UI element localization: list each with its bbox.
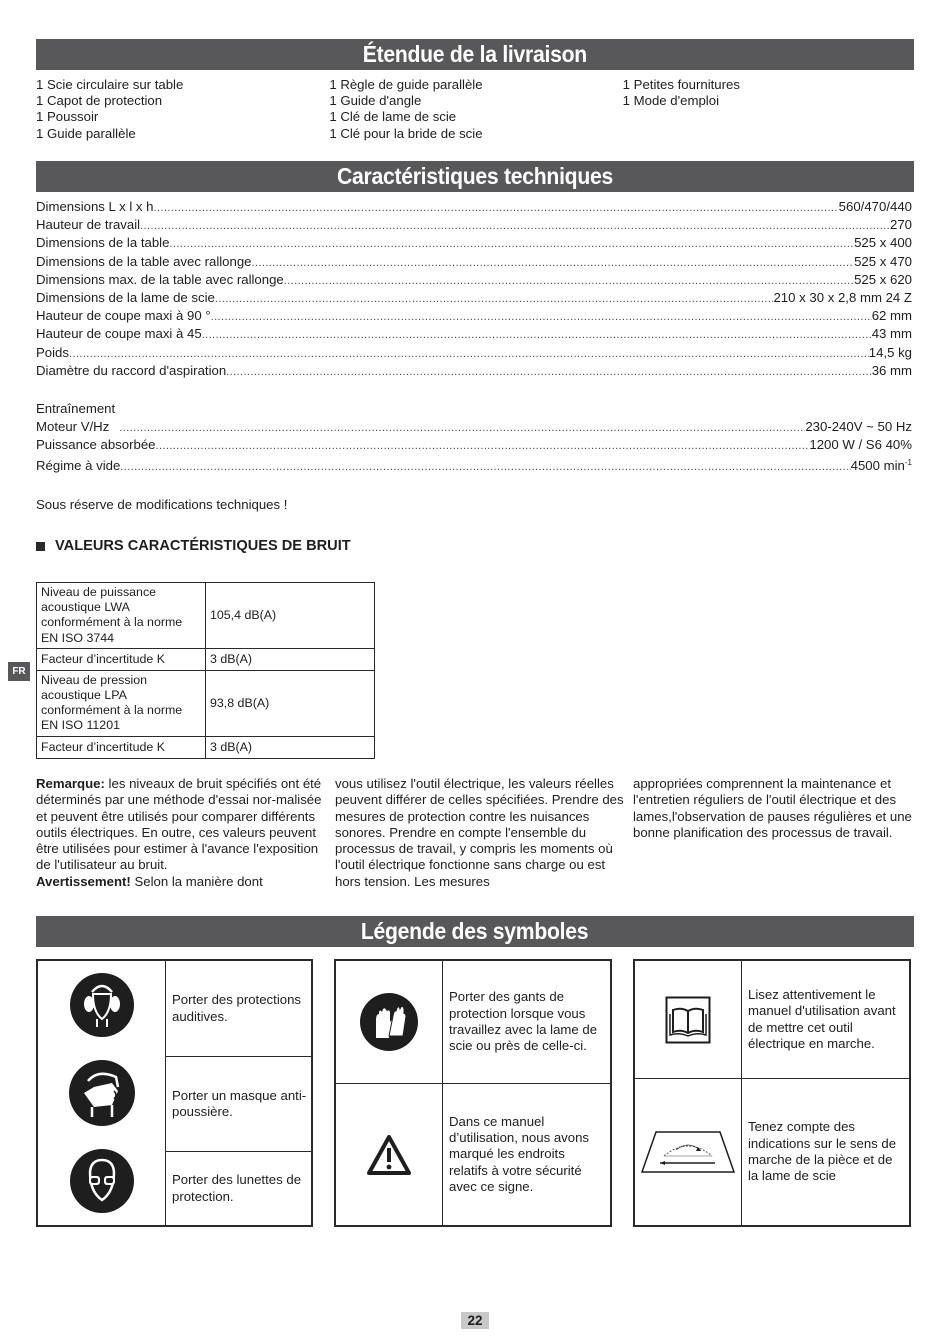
symbol-icon-cell — [38, 1049, 165, 1137]
spec-row — [36, 362, 912, 380]
delivery-column-1 — [36, 77, 329, 142]
icon-column — [38, 961, 166, 1225]
ear-protection-icon — [69, 972, 135, 1038]
section-title: Caractéristiques techniques — [337, 163, 613, 189]
leader-dots — [202, 326, 872, 343]
symbol-icon-cell — [336, 1084, 442, 1225]
section-banner-delivery — [36, 39, 914, 70]
text-column — [443, 961, 610, 1225]
delivery-item: 1 Petites fournitures — [622, 77, 740, 92]
leader-dots — [284, 272, 854, 289]
spec-row — [36, 454, 912, 472]
warning-text: Selon la manière dont — [130, 873, 263, 889]
table-row — [37, 583, 375, 649]
delivery-item: 1 Guide d'angle — [329, 93, 422, 109]
symbol-description: Porter un masque anti-poussière. — [166, 1057, 311, 1152]
delivery-item: 1 Capot de protection — [36, 93, 163, 109]
spec-label: Puissance absorbée — [36, 437, 156, 453]
table-row — [37, 670, 375, 736]
leader-dots — [211, 308, 872, 325]
spec-label: Dimensions L x l x h — [36, 199, 154, 214]
spec-row — [36, 216, 912, 234]
noise-value: 3 dB(A) — [206, 648, 375, 670]
spec-row — [36, 234, 912, 252]
spec-value-text: 4500 min — [850, 458, 905, 473]
symbol-icon-cell — [38, 961, 165, 1049]
delivery-item: 1 Guide parallèle — [36, 125, 136, 141]
leader-dots — [140, 217, 890, 234]
leader-dots — [156, 437, 810, 454]
spec-value: 1200 W / S6 40% — [809, 437, 912, 453]
spec-row — [36, 325, 912, 343]
spec-value: 43 mm — [871, 326, 912, 342]
superscript: -1 — [904, 458, 912, 468]
delivery-item: 1 Règle de guide parallèle — [329, 77, 483, 92]
blade-direction-icon — [640, 1130, 736, 1174]
remark-column-3: appropriées comprennent la maintenance et l'entretien réguliers de l'outil électrique et des lames,l'observation de pauses régulières et une bonne planification des processus de travail. — [633, 776, 912, 840]
text-column — [166, 961, 311, 1225]
gloves-icon — [359, 992, 419, 1052]
spec-value: 525 x 470 — [854, 253, 912, 269]
symbol-box-safety — [334, 959, 612, 1227]
noise-heading — [36, 538, 351, 554]
noise-table — [36, 582, 375, 759]
spec-row — [36, 198, 912, 216]
spec-value: 560/470/440 — [838, 199, 912, 214]
drive-spec-list — [36, 418, 912, 473]
section-banner-symbols — [36, 916, 914, 947]
noise-value: 105,4 dB(A) — [206, 583, 375, 649]
spec-label: Hauteur de coupe maxi à 90 ° — [36, 308, 211, 324]
remark-column-2: vous utilisez l'outil électrique, les valeurs réelles peuvent différer de celles spécifiées. Prendre des mesures de protection contre les nuisances sonores. Prendre en compte l'ensemble du processus de travail, y compris les moments où l'outil électrique fonctionne sans charge ou est hors tension. Les mesures — [335, 776, 624, 889]
drive-heading: Entraînement — [36, 401, 116, 416]
page-number: 22 — [461, 1312, 489, 1329]
spec-value: 210 x 30 x 2,8 mm 24 Z — [773, 289, 912, 305]
symbol-icon-cell — [635, 961, 741, 1079]
spec-label: Dimensions de la table avec rallonge — [36, 253, 252, 269]
read-manual-icon — [665, 996, 711, 1044]
symbol-description: Dans ce manuel d’utilisation, nous avons marqué les endroits relatifs à votre sécurité avec ce signe. — [449, 1113, 590, 1194]
leader-dots — [69, 345, 869, 362]
delivery-item: 1 Scie circulaire sur table — [36, 77, 184, 92]
symbol-icon-cell — [635, 1079, 741, 1225]
spec-value: 36 mm — [871, 362, 912, 378]
leader-dots — [252, 254, 855, 271]
symbol-description: Lisez attentivement le manuel d'utilisation avant de mettre cet outil électrique en marche. — [742, 961, 909, 1079]
noise-label: Facteur d’incertitude K — [37, 736, 206, 758]
symbol-icon-cell — [336, 961, 442, 1084]
spec-list — [36, 198, 912, 380]
spec-row — [36, 344, 912, 362]
symbol-description: Porter des protections auditives. — [166, 961, 311, 1057]
spec-row — [36, 436, 912, 454]
noise-value: 93,8 dB(A) — [206, 670, 375, 736]
spec-value: 62 mm — [871, 308, 912, 324]
language-tab: FR — [8, 662, 30, 681]
leader-dots — [169, 235, 854, 252]
spec-row — [36, 271, 912, 289]
spec-row — [36, 418, 912, 436]
remark-text: les niveaux de bruit spécifiés ont été déterminés par une méthode d'essai nor-malisée et peuvent être utilisés pour comparer différents outils électriques. En outre, ces valeurs peuvent être utilisées pour estimer à l'avance l'exposition de l'utilisateur au bruit. — [36, 776, 322, 873]
remark-column-1 — [36, 776, 335, 890]
section-title: Légende des symboles — [361, 918, 589, 944]
delivery-item: 1 Poussoir — [36, 109, 99, 125]
warning-triangle-icon — [366, 1134, 412, 1176]
noise-label: Niveau de pression acoustique LPA conformément à la norme EN ISO 11201 — [37, 670, 206, 736]
leader-dots — [215, 290, 774, 307]
spec-label: Poids — [36, 344, 69, 360]
icon-column — [336, 961, 443, 1225]
delivery-list — [36, 77, 916, 142]
leader-dots — [120, 458, 850, 472]
spec-label: Dimensions de la lame de scie — [36, 289, 215, 305]
table-row — [37, 648, 375, 670]
delivery-item: 1 Mode d'emploi — [622, 93, 720, 109]
spec-row — [36, 253, 912, 271]
noise-label: Facteur d’incertitude K — [37, 648, 206, 670]
symbol-box-ppe — [36, 959, 313, 1227]
text-column — [742, 961, 909, 1225]
spec-label: Dimensions de la table — [36, 235, 170, 251]
delivery-item: 1 Clé pour la bride de scie — [329, 125, 483, 141]
noise-value: 3 dB(A) — [206, 736, 375, 758]
square-bullet-icon — [36, 542, 45, 551]
remark-label: Remarque: — [36, 776, 105, 791]
noise-remark — [36, 776, 916, 890]
symbol-box-instructions — [633, 959, 911, 1227]
warning-label: Avertissement! — [36, 873, 131, 889]
spec-label: Hauteur de travail — [36, 217, 141, 233]
spec-row — [36, 289, 912, 307]
symbol-description: Porter des gants de protection lorsque vous travaillez avec la lame de scie ou près de celle-ci. — [443, 961, 610, 1084]
leader-dots — [119, 419, 805, 436]
section-banner-specs — [36, 161, 914, 192]
spec-row — [36, 307, 912, 325]
spec-note: Sous réserve de modifications techniques ! — [36, 497, 288, 512]
leader-dots — [226, 363, 872, 380]
table-row — [37, 736, 375, 758]
spec-value: 270 — [889, 217, 912, 233]
spec-value: 525 x 620 — [854, 271, 912, 287]
noise-label: Niveau de puissance acoustique LWA conformément à la norme EN ISO 3744 — [37, 583, 206, 649]
delivery-item: 1 Clé de lame de scie — [329, 109, 457, 125]
spec-label: Dimensions max. de la table avec rallonge — [36, 271, 284, 287]
spec-value: 14,5 kg — [868, 344, 912, 360]
symbol-description: Porter des lunettes de protection. — [172, 1172, 302, 1204]
symbol-icon-cell — [38, 1137, 165, 1225]
delivery-column-2 — [329, 77, 622, 142]
leader-dots — [154, 199, 839, 216]
section-title: Étendue de la livraison — [362, 41, 588, 67]
spec-label: Moteur V/Hz — [36, 419, 110, 434]
spec-value — [851, 454, 912, 472]
icon-column — [635, 961, 742, 1225]
safety-goggles-icon — [69, 1148, 135, 1214]
symbol-description: Tenez compte des indications sur le sens de marche de la pièce et de la lame de scie — [748, 1119, 897, 1184]
spec-label: Diamètre du raccord d'aspiration — [36, 362, 227, 378]
spec-value: 525 x 400 — [854, 235, 912, 251]
dust-mask-icon — [68, 1059, 136, 1127]
spec-label: Régime à vide — [36, 458, 121, 473]
delivery-column-3 — [623, 77, 916, 142]
spec-value: 230-240V ~ 50 Hz — [805, 419, 912, 434]
spec-label: Hauteur de coupe maxi à 45 — [36, 326, 202, 342]
noise-heading-text: VALEURS CARACTÉRISTIQUES DE BRUIT — [55, 538, 351, 554]
